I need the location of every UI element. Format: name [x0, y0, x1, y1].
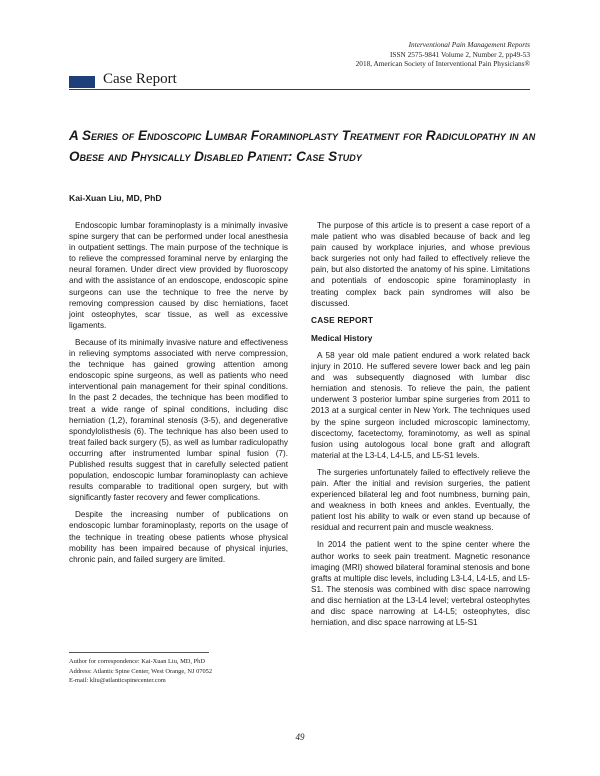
- footnote-correspondence: Author for correspondence: Kai-Xuan Liu, MD, PhD: [69, 658, 205, 665]
- section-marker: [69, 76, 95, 88]
- left-column: [69, 220, 288, 571]
- body-paragraph: In 2014 the patient went to the spine center where the author works to seek pain treatment. Magnetic resonance imaging (MRI) showed bilateral foraminal stenosis and bone grafts at multiple disc levels, including L3-L4, L4-L5, and L5-S1. The stenosis was combined with disc space narrowing and disc herniation at the L3-L4 level; vertebral osteophytes and disc space narrowing at L4-L5; osteophytes, disc herniation, and disc space narrowing at L5-S1: [311, 540, 530, 628]
- body-paragraph: Endoscopic lumbar foraminoplasty is a minimally invasive spine surgery that can be performed under local anesthesia in outpatient settings. The main purpose of the technique is to relieve the compressed foraminal nerve by enlarging the neural foramen. Under direct view provided by fluoroscopy and with the assistance of an endoscope, endoscopic spine surgeons can use the technique to free the nerve by removing compression caused by disc herniations, facet joint osteophytes, scar tissue, as well as excessive ligaments.: [69, 221, 288, 330]
- section-rule: [69, 89, 530, 90]
- page-number: 49: [295, 732, 305, 742]
- journal-issn: ISSN 2575-9841 Volume 2, Number 2, pp49-53: [390, 49, 530, 59]
- article-author: Kai-Xuan Liu, MD, PhD: [69, 193, 162, 203]
- body-paragraph: Despite the increasing number of publications on endoscopic lumbar foraminoplasty, reports on the usage of the technique in treating obese patients whose physical mobility has been impaired because of physical injuries, chronic pain, and failed surgery are limited.: [69, 510, 288, 564]
- footnote-rule: [69, 652, 209, 653]
- section-label: Case Report: [103, 71, 177, 87]
- footnote: [69, 657, 212, 686]
- body-paragraph: A 58 year old male patient endured a work related back injury in 2010. He suffered severe lower back and leg pain and was subsequently diagnosed with lumbar disc herniation and stenosis. To relieve the pain, the patient underwent 3 posterior lumbar spine surgeries from 2011 to 2013 at a surgical center in New York. The techniques used by the spine surgeon included microscopic laminectomy, discectomy, facetectomy, foraminotomy, as well as spinal fusion using autologous local bone graft and allograft material at the L3-L4, L4-L5, and L5-S1 levels.: [311, 350, 530, 460]
- journal-header: [356, 40, 530, 69]
- right-column: [311, 220, 530, 634]
- journal-copyright: 2018, American Society of Interventional Pain Physicians®: [355, 59, 530, 68]
- article-title: A Series of Endoscopic Lumbar Foraminoplasty Treatment for Radiculopathy in an Obese and Physically Disabled Patient: Case Study: [69, 128, 536, 164]
- body-paragraph: The purpose of this article is to present a case report of a male patient who was disabled because of back and leg pain caused by workplace injuries, and whose previous back surgeries not only had failed to effectively relieve the pain, but also distorted the anatomy of his spine. Limitations and potentials of endoscopic spine foraminoplasty in treating complex back pain syndromes will also be discussed.: [311, 221, 530, 308]
- subsection-heading: Medical History: [311, 332, 373, 343]
- journal-name: Interventional Pain Management Reports: [408, 40, 530, 49]
- body-paragraph: The surgeries unfortunately failed to effectively relieve the pain. After the initial and revision surgeries, the patient experienced bilateral leg and foot numbness, burning pain, and weakness in both knees and ankles. Eventually, the patient lost his ability to walk or even stand up because of residual and recurrent pain and muscle weakness.: [311, 467, 530, 533]
- footnote-address: Address: Atlantic Spine Center, West Orange, NJ 07052: [69, 667, 213, 675]
- body-paragraph: Because of its minimally invasive nature and effectiveness in relieving symptoms associated with nerve compression, the technique has gained growing attention among endoscopic spine surgeons, as well as patients who need interventional pain management for their spinal conditions. In the past 2 decades, the technique has been modified to treat a wide range of spinal conditions, including disc herniation (1,2), foraminal stenosis (3-5), and degenerative spondylolisthesis (6). The technique has also been used to treat failed back surgery (5), as well as lumbar radiculopathy occurring after instrumented lumbar spinal fusion (7). Published results suggest that in carefully selected patient population, endoscopic lumbar foraminoplasty can achieve results comparable to traditional open surgery, but with significantly faster recovery and fewer complications.: [69, 337, 288, 503]
- section-heading: CASE REPORT: [311, 314, 374, 325]
- footnote-email: E-mail: kliu@atlanticspinecenter.com: [69, 677, 166, 685]
